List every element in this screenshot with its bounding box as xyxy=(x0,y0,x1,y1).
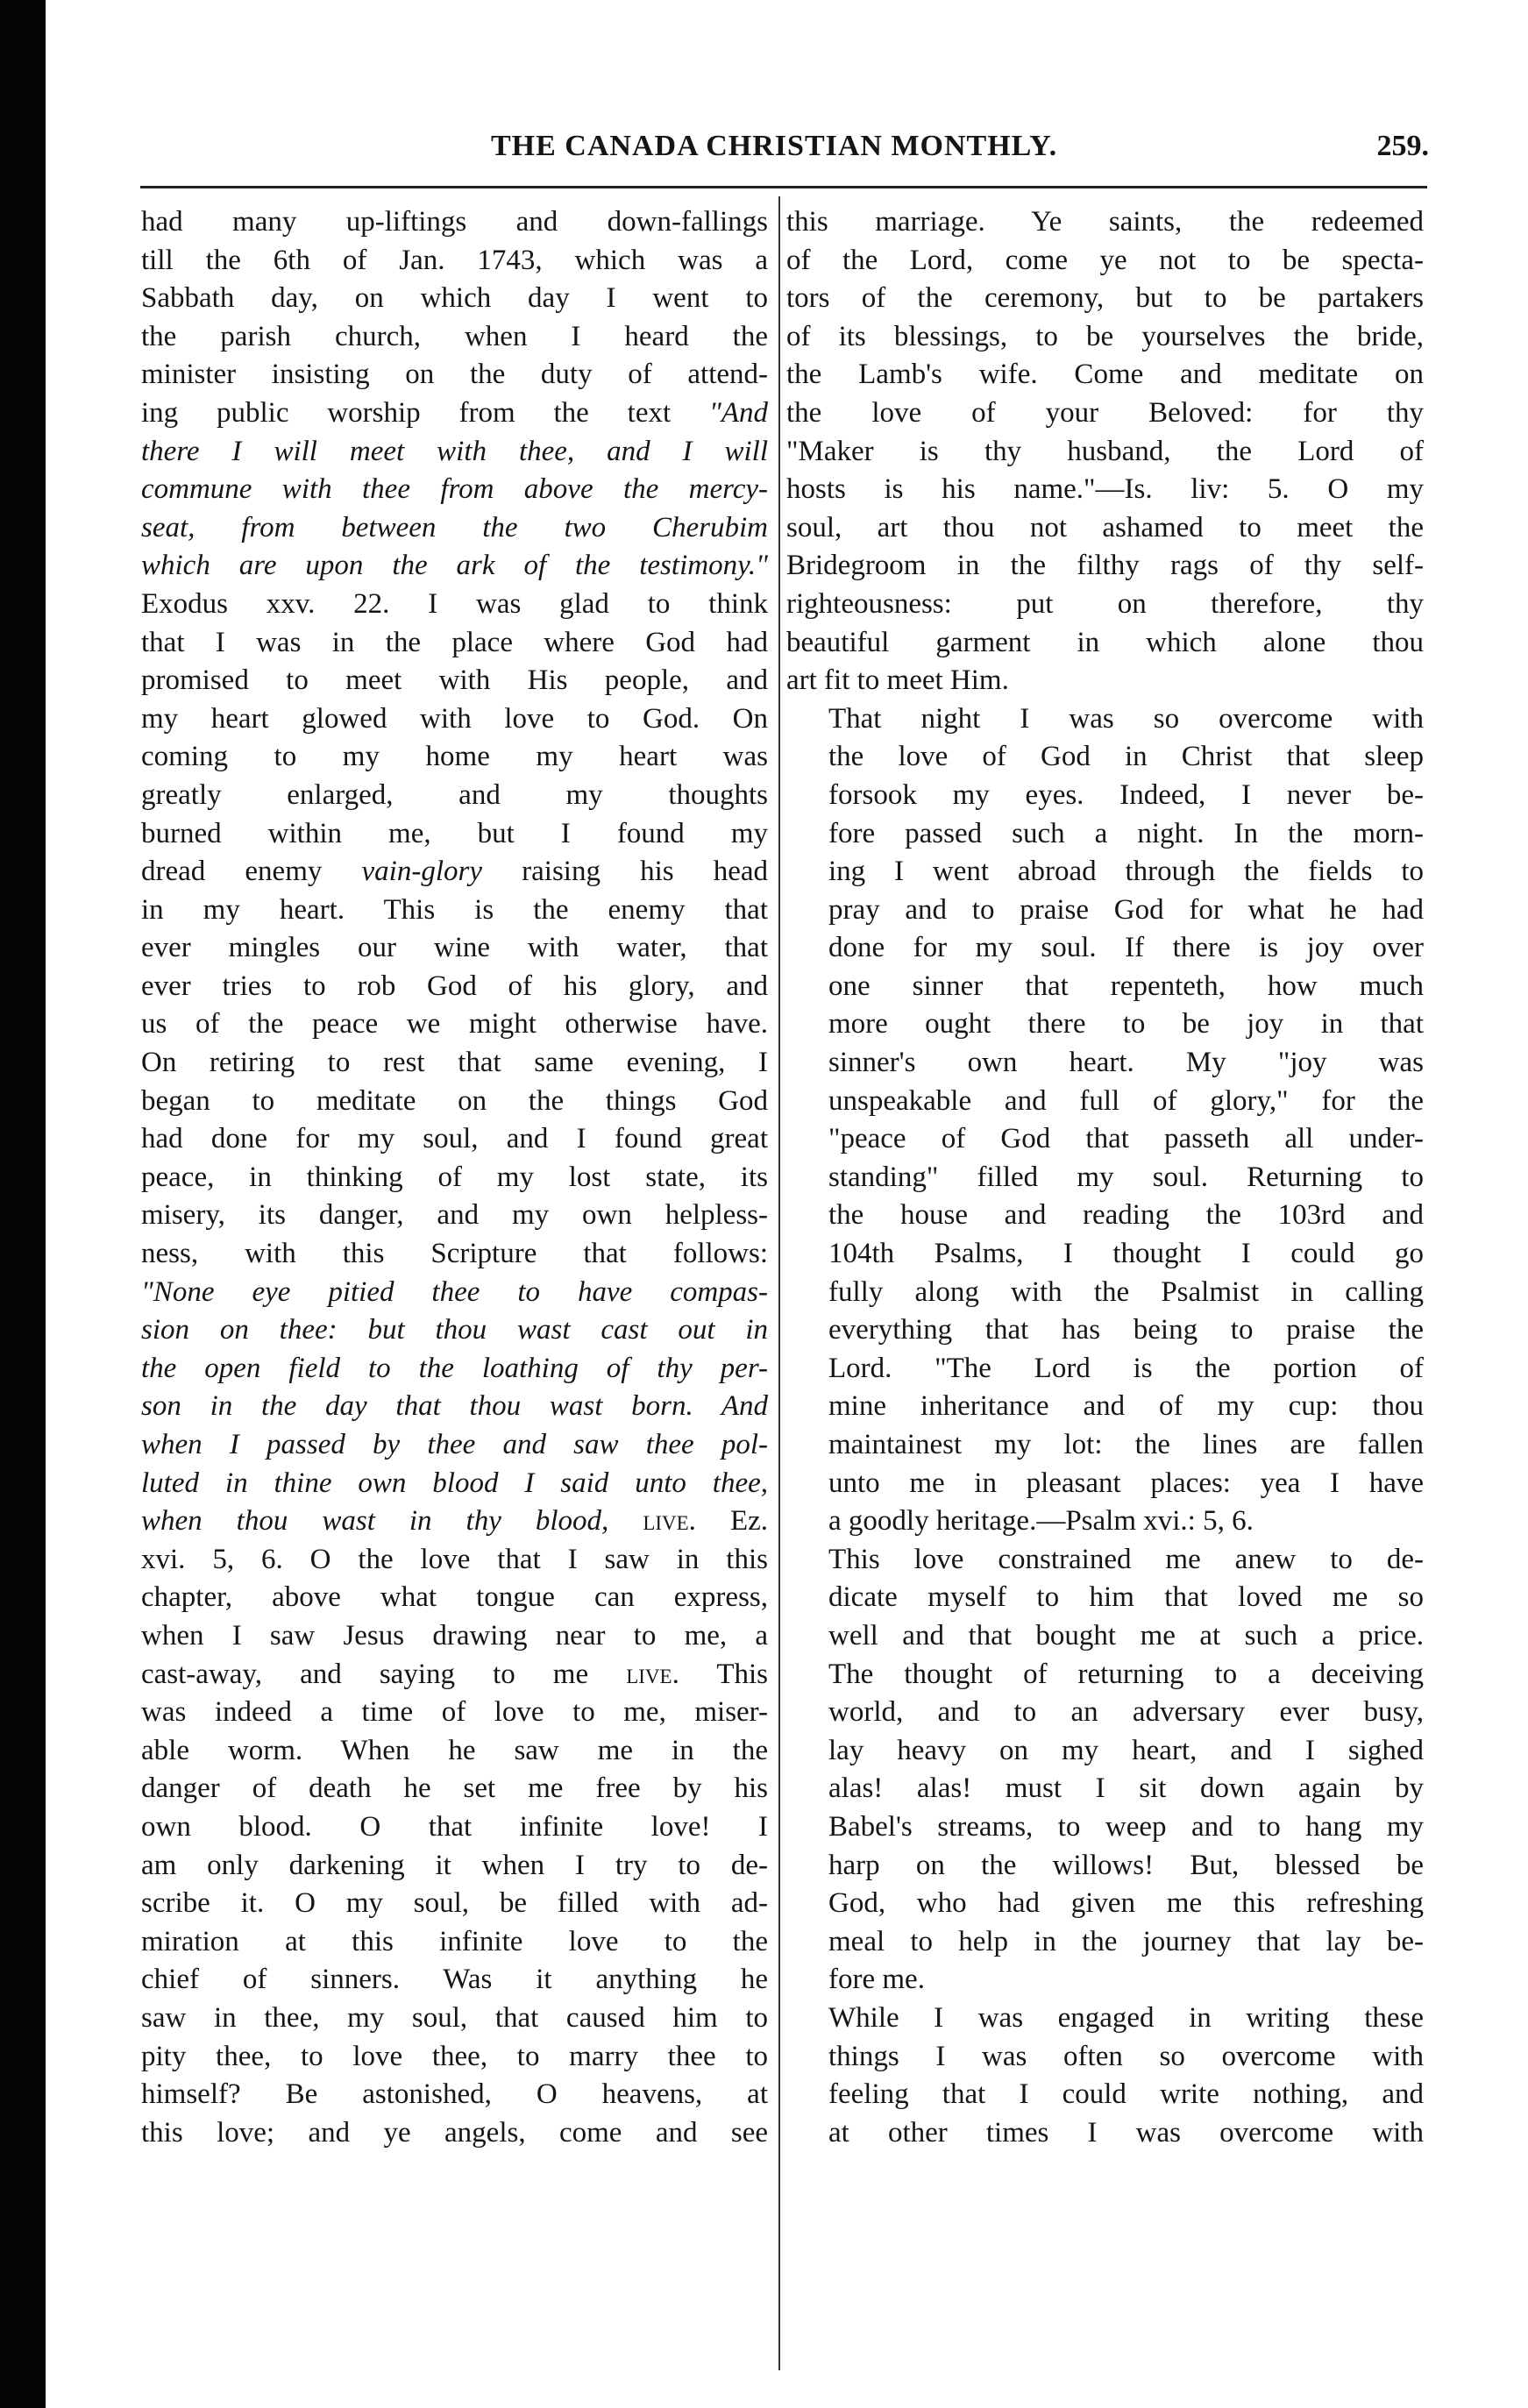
text-line: the Lamb's wife. Come and meditate on xyxy=(786,359,1424,391)
text-line: sinner's own heart. My "joy was xyxy=(828,1047,1424,1079)
text-line: was indeed a time of love to me, miser- xyxy=(141,1696,768,1729)
text-line: fully along with the Psalmist in calling xyxy=(828,1275,1424,1308)
text-line: everything that has being to praise the xyxy=(828,1314,1424,1346)
text-line: at other times I was overcome with xyxy=(828,2116,1424,2149)
running-title: THE CANADA CHRISTIAN MONTHLY. xyxy=(491,130,1058,162)
text-line: scribe it. O my soul, be filled with ad- xyxy=(141,1887,768,1920)
text-line: till the 6th of Jan. 1743, which was a xyxy=(141,244,768,276)
text-line: my heart glowed with love to God. On xyxy=(141,702,768,735)
text-line: danger of death he set me free by his xyxy=(141,1772,768,1805)
text-line: dread enemy vain-glory raising his head xyxy=(141,856,769,888)
text-line: greatly enlarged, and my thoughts xyxy=(141,778,768,811)
text-line: That night I was so overcome with xyxy=(828,702,1424,735)
text-line: ing public worship from the text "And xyxy=(141,396,768,429)
text-line: God, who had given me this refreshing xyxy=(828,1887,1424,1920)
text-line: this love; and ye angels, come and see xyxy=(141,2116,768,2149)
text-line: pity thee, to love thee, to marry thee to xyxy=(141,2040,768,2072)
paragraph xyxy=(786,2000,1424,2152)
text-line: had many up-liftings and down-fallings xyxy=(141,206,768,238)
text-line: when I saw Jesus drawing near to me, a xyxy=(141,1619,768,1652)
text-line: us of the peace we might otherwise have. xyxy=(141,1008,768,1041)
text-line: things I was often so overcome with xyxy=(828,2040,1424,2072)
text-line: fore me. xyxy=(828,1964,925,1996)
text-line: maintainest my lot: the lines are fallen xyxy=(828,1429,1424,1460)
text-line: pray and to praise God for what he had xyxy=(828,893,1424,926)
text-line: Exodus xxv. 22. I was glad to think xyxy=(141,587,768,620)
text-line: the open field to the loathing of thy per- xyxy=(141,1352,768,1384)
text-line: when I passed by thee and saw thee pol- xyxy=(141,1429,768,1460)
text-line: unto me in pleasant places: yea I have xyxy=(828,1467,1424,1499)
text-line: chief of sinners. Was it anything he xyxy=(141,1964,768,1996)
text-line: lay heavy on my heart, and I sighed xyxy=(828,1734,1424,1766)
text-line: more ought there to be joy in that xyxy=(828,1008,1424,1041)
text-line: Sabbath day, on which day I went to xyxy=(141,282,768,315)
text-line: promised to meet with His people, and xyxy=(141,664,768,697)
text-line: "None eye pitied thee to have compas- xyxy=(141,1275,768,1308)
text-line: cast-away, and saying to me live. This xyxy=(141,1658,768,1690)
text-line: feeling that I could write nothing, and xyxy=(828,2078,1424,2111)
text-line: Babel's streams, to weep and to hang my xyxy=(828,1810,1424,1843)
text-line: ness, with this Scripture that follows: xyxy=(141,1238,768,1270)
header-rule xyxy=(140,186,1427,188)
text-line: ing I went abroad through the fields to xyxy=(828,856,1424,888)
text-line: done for my soul. If there is joy over xyxy=(828,932,1424,964)
text-line: "peace of God that passeth all under- xyxy=(828,1123,1424,1155)
text-line: own blood. O that infinite love! I xyxy=(141,1810,768,1843)
paragraph xyxy=(141,203,768,2152)
text-line: of its blessings, to be yourselves the bride, xyxy=(786,320,1424,352)
page-number: 259. xyxy=(1376,130,1429,162)
text-line: one sinner that repenteth, how much xyxy=(828,970,1424,1002)
text-line: This love constrained me anew to de- xyxy=(828,1543,1424,1575)
text-line: am only darkening it when I try to de- xyxy=(141,1849,768,1881)
text-line: Lord. "The Lord is the portion of xyxy=(828,1352,1424,1384)
text-line: began to meditate on the things God xyxy=(141,1084,768,1117)
text-line: On retiring to rest that same evening, I xyxy=(141,1047,768,1079)
scan-edge-shadow xyxy=(0,0,46,2408)
text-line: righteousness: put on therefore, thy xyxy=(786,587,1424,620)
paragraph xyxy=(786,1541,1424,2000)
text-line: world, and to an adversary ever busy, xyxy=(828,1696,1424,1729)
text-line: standing" filled my soul. Returning to xyxy=(828,1161,1424,1193)
text-line: alas! alas! must I sit down again by xyxy=(828,1772,1424,1805)
text-line: well and that bought me at such a price. xyxy=(828,1619,1424,1652)
text-line: ever tries to rob God of his glory, and xyxy=(141,970,768,1002)
text-line: The thought of returning to a deceiving xyxy=(828,1658,1424,1690)
text-line: burned within me, but I found my xyxy=(141,817,768,849)
right-column xyxy=(786,203,1424,2152)
paragraph xyxy=(786,700,1424,1541)
text-line: miration at this infinite love to the xyxy=(141,1925,768,1957)
text-line: hosts is his name."—Is. liv: 5. O my xyxy=(786,473,1424,506)
text-line: when thou wast in thy blood, live. Ez. xyxy=(141,1505,769,1538)
text-line: tors of the ceremony, but to be partakers xyxy=(786,282,1424,315)
text-line: sion on thee: but thou wast cast out in xyxy=(141,1314,768,1346)
text-line: xvi. 5, 6. O the love that I saw in this xyxy=(141,1543,768,1575)
text-line: son in the day that thou wast born. And xyxy=(141,1390,768,1423)
text-line: ever mingles our wine with water, that xyxy=(141,932,768,964)
text-line: commune with thee from above the mercy- xyxy=(141,473,768,506)
text-line: coming to my home my heart was xyxy=(141,741,768,773)
text-line: a goodly heritage.—Psalm xvi.: 5, 6. xyxy=(828,1505,1254,1538)
text-line: had done for my soul, and I found great xyxy=(141,1123,768,1155)
text-line: art fit to meet Him. xyxy=(786,664,1009,697)
text-line: 104th Psalms, I thought I could go xyxy=(828,1238,1424,1270)
text-line: the house and reading the 103rd and xyxy=(828,1199,1424,1232)
text-line: saw in thee, my soul, that caused him to xyxy=(141,2001,768,2034)
text-line: which are upon the ark of the testimony." xyxy=(141,550,768,582)
text-line: misery, its danger, and my own helpless- xyxy=(141,1199,768,1232)
text-line: in my heart. This is the enemy that xyxy=(141,893,768,926)
text-line: "Maker is thy husband, the Lord of xyxy=(786,435,1424,467)
page-header xyxy=(140,130,1429,182)
text-line: Bridegroom in the filthy rags of thy self- xyxy=(786,550,1424,582)
left-column xyxy=(141,203,768,2152)
text-line: the love of God in Christ that sleep xyxy=(828,741,1424,773)
text-line: mine inheritance and of my cup: thou xyxy=(828,1390,1424,1423)
text-line: that I was in the place where God had xyxy=(141,626,768,658)
text-line: there I will meet with thee, and I will xyxy=(141,435,768,467)
paragraph xyxy=(786,203,1424,700)
text-line: of the Lord, come ye not to be specta- xyxy=(786,244,1424,276)
text-line: chapter, above what tongue can express, xyxy=(141,1581,768,1614)
text-line: beautiful garment in which alone thou xyxy=(786,626,1424,658)
text-line: able worm. When he saw me in the xyxy=(141,1734,768,1766)
text-line: himself? Be astonished, O heavens, at xyxy=(141,2078,768,2111)
text-line: this marriage. Ye saints, the redeemed xyxy=(786,206,1424,238)
text-line: fore passed such a night. In the morn- xyxy=(828,817,1424,849)
text-line: While I was engaged in writing these xyxy=(828,2001,1424,2034)
text-line: meal to help in the journey that lay be- xyxy=(828,1925,1424,1957)
text-line: soul, art thou not ashamed to meet the xyxy=(786,511,1424,543)
text-line: seat, from between the two Cherubim xyxy=(141,511,768,543)
text-line: the love of your Beloved: for thy xyxy=(786,396,1424,429)
text-line: the parish church, when I heard the xyxy=(141,320,768,352)
text-line: unspeakable and full of glory," for the xyxy=(828,1084,1424,1117)
column-divider xyxy=(778,196,780,2370)
text-line: dicate myself to him that loved me so xyxy=(828,1581,1424,1614)
text-line: forsook my eyes. Indeed, I never be- xyxy=(828,778,1424,811)
text-line: luted in thine own blood I said unto thee, xyxy=(141,1467,768,1499)
text-line: minister insisting on the duty of attend- xyxy=(141,359,768,391)
text-line: harp on the willows! But, blessed be xyxy=(828,1849,1424,1881)
text-line: peace, in thinking of my lost state, its xyxy=(141,1161,768,1193)
